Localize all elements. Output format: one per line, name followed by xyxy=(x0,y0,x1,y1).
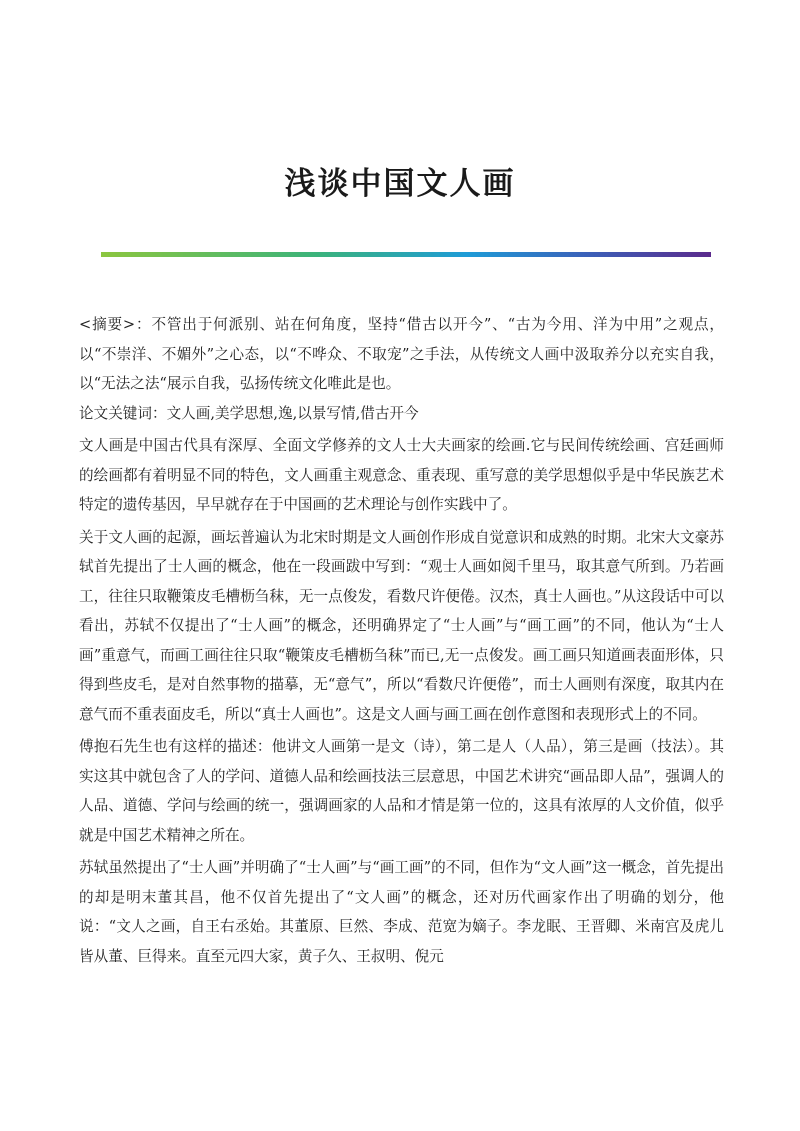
title-divider xyxy=(101,252,711,257)
body-paragraph-4: 苏轼虽然提出了“士人画”并明确了“士人画”与“画工画”的不同，但作为“文人画”这一概念，首先提出的却是明末董其昌，他不仅首先提出了“文人画”的概念，还对历代画家作出了明确的划分，他说：“文人之画，自王右丞始。其董原、巨然、李成、范宽为嫡子。李龙眠、王晋卿、米南宫及虎儿皆从董、巨得来。直至元四大家，黄子久、王叔明、倪元 xyxy=(79,859,724,965)
document-body xyxy=(79,310,724,971)
body-paragraph-1: 文人画是中国古代具有深厚、全面文学修养的文人士大夫画家的绘画.它与民间传统绘画、宫廷画师的绘画都有着明显不同的特色，文人画重主观意念、重表现、重写意的美学思想似乎是中华民族艺术特定的遗传基因，早早就存在于中国画的艺术理论与创作实践中了。 xyxy=(79,437,724,513)
body-paragraph-3: 傅抱石先生也有这样的描述：他讲文人画第一是文（诗），第二是人（人品），第三是画（技法）。其实这其中就包含了人的学问、道德人品和绘画技法三层意思，中国艺术讲究“画品即人品”，强调人的人品、道德、学问与绘画的统一，强调画家的人品和才情是第一位的，这具有浓厚的人文价值，似乎就是中国艺术精神之所在。 xyxy=(79,738,724,844)
abstract-paragraph: <摘要>：不管出于何派别、站在何角度，坚持“借古以开今”、“古为今用、洋为中用”之观点，以“不崇洋、不媚外”之心态，以“不哗众、不取宠”之手法，从传统文人画中汲取养分以充实自我，以“无法之法“展示自我，弘扬传统文化唯此是也。 xyxy=(79,316,724,392)
page-title: 浅谈中国文人画 xyxy=(284,166,516,202)
body-paragraph-2: 关于文人画的起源，画坛普遍认为北宋时期是文人画创作形成自觉意识和成熟的时期。北宋大文豪苏轼首先提出了士人画的概念，他在一段画跋中写到：“观士人画如阅千里马，取其意气所到。乃若画工，往往只取鞭策皮毛槽枥刍秣，无一点俊发，看数尺许便倦。汉杰，真士人画也。”从这段话中可以看出，苏轼不仅提出了“士人画”的概念，还明确界定了“士人画”与“画工画”的不同，他认为“士人画”重意气，而画工画往往只取“鞭策皮毛槽枥刍秣”而已,无一点俊发。画工画只知道画表面形体，只得到些皮毛，是对自然事物的描摹，无“意气”，所以“看数尺许便倦”，而士人画则有深度，取其内在意气而不重表面皮毛，所以“真士人画也”。这是文人画与画工画在创作意图和表现形式上的不同。 xyxy=(79,528,724,723)
keywords-line: 论文关键词：文人画,美学思想,逸,以景写情,借古开今 xyxy=(79,404,419,422)
